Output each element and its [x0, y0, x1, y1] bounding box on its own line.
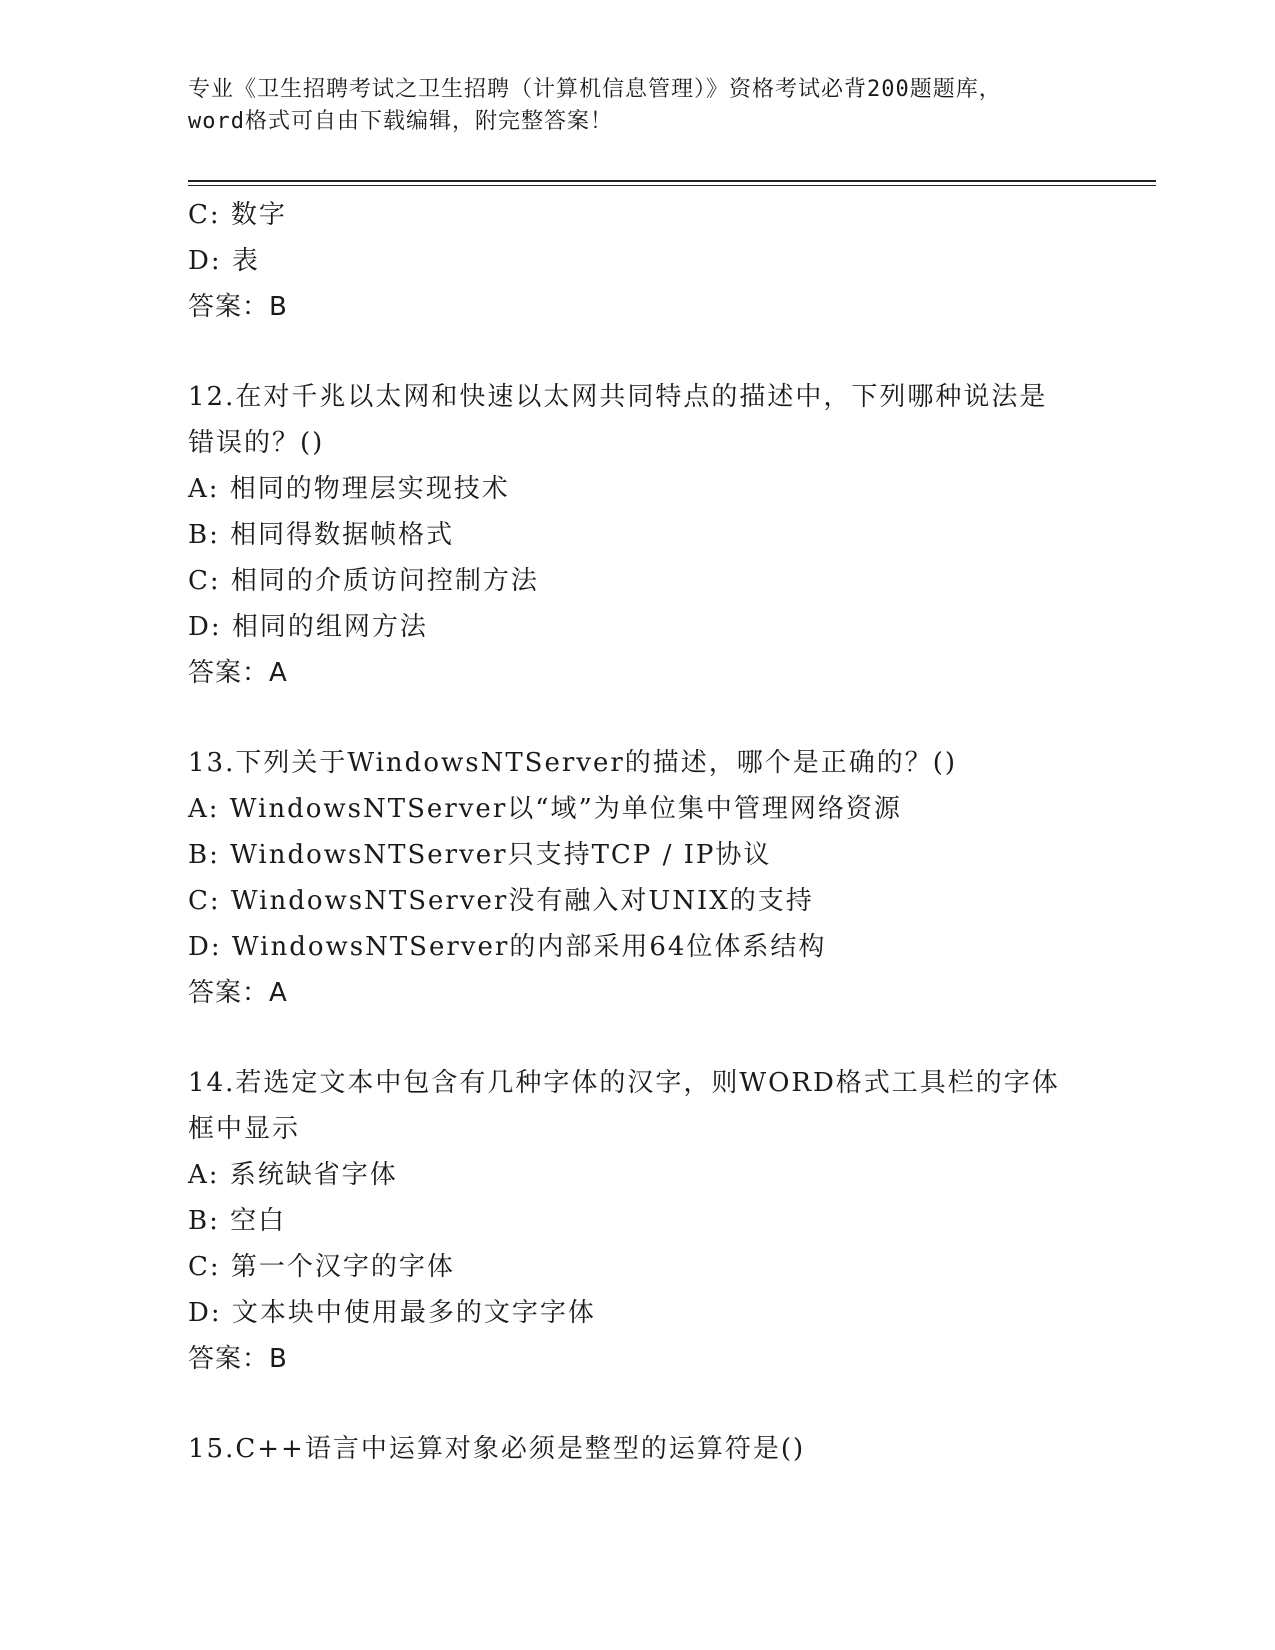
option-b: B: WindowsNTServer只支持TCP / IP协议 [188, 840, 772, 870]
header-divider-thin [188, 185, 1156, 186]
question-14 [188, 1060, 1088, 1382]
spacer [188, 1016, 1088, 1060]
option-a: A: 系统缺省字体 [188, 1160, 398, 1190]
question-stem: 12.在对千兆以太网和快速以太网共同特点的描述中，下列哪种说法是 [188, 382, 1048, 412]
question-stem: 框中显示 [188, 1114, 301, 1144]
question-stem: 14.若选定文本中包含有几种字体的汉字，则WORD格式工具栏的字体 [188, 1068, 1060, 1098]
spacer [188, 330, 1088, 374]
option-d: D: 文本块中使用最多的文字字体 [188, 1298, 596, 1328]
option-d: D: 表 [188, 246, 260, 276]
option-b: B: 相同得数据帧格式 [188, 520, 455, 550]
question-15 [188, 1426, 1088, 1472]
question-12 [188, 374, 1088, 696]
question-13 [188, 740, 1088, 1016]
option-c: C: WindowsNTServer没有融入对UNIX的支持 [188, 886, 814, 916]
option-d: D: 相同的组网方法 [188, 612, 428, 642]
spacer [188, 1382, 1088, 1426]
answer-line: 答案：A [188, 978, 288, 1008]
option-c: C: 相同的介质访问控制方法 [188, 566, 539, 596]
header-title-line-1: 专业《卫生招聘考试之卫生招聘（计算机信息管理）》资格考试必背200题题库， [188, 77, 1002, 102]
option-c: C: 第一个汉字的字体 [188, 1252, 455, 1282]
question-stem: 错误的？() [188, 428, 325, 458]
answer-line: 答案：B [188, 1344, 288, 1374]
document-body [188, 192, 1088, 1472]
option-a: A: WindowsNTServer以“域”为单位集中管理网络资源 [188, 794, 902, 824]
option-a: A: 相同的物理层实现技术 [188, 474, 510, 504]
answer-line: 答案：B [188, 292, 288, 322]
option-d: D: WindowsNTServer的内部采用64位体系结构 [188, 932, 827, 962]
question-stem: 15.C++语言中运算对象必须是整型的运算符是() [188, 1434, 806, 1464]
answer-line: 答案：A [188, 658, 288, 688]
question-11-tail [188, 192, 1088, 330]
option-c: C: 数字 [188, 200, 287, 230]
document-header [188, 74, 1088, 138]
header-divider [188, 180, 1156, 182]
header-title-line-2: word格式可自由下载编辑，附完整答案！ [188, 109, 613, 134]
option-b: B: 空白 [188, 1206, 287, 1236]
spacer [188, 696, 1088, 740]
question-stem: 13.下列关于WindowsNTServer的描述，哪个是正确的？() [188, 748, 958, 778]
